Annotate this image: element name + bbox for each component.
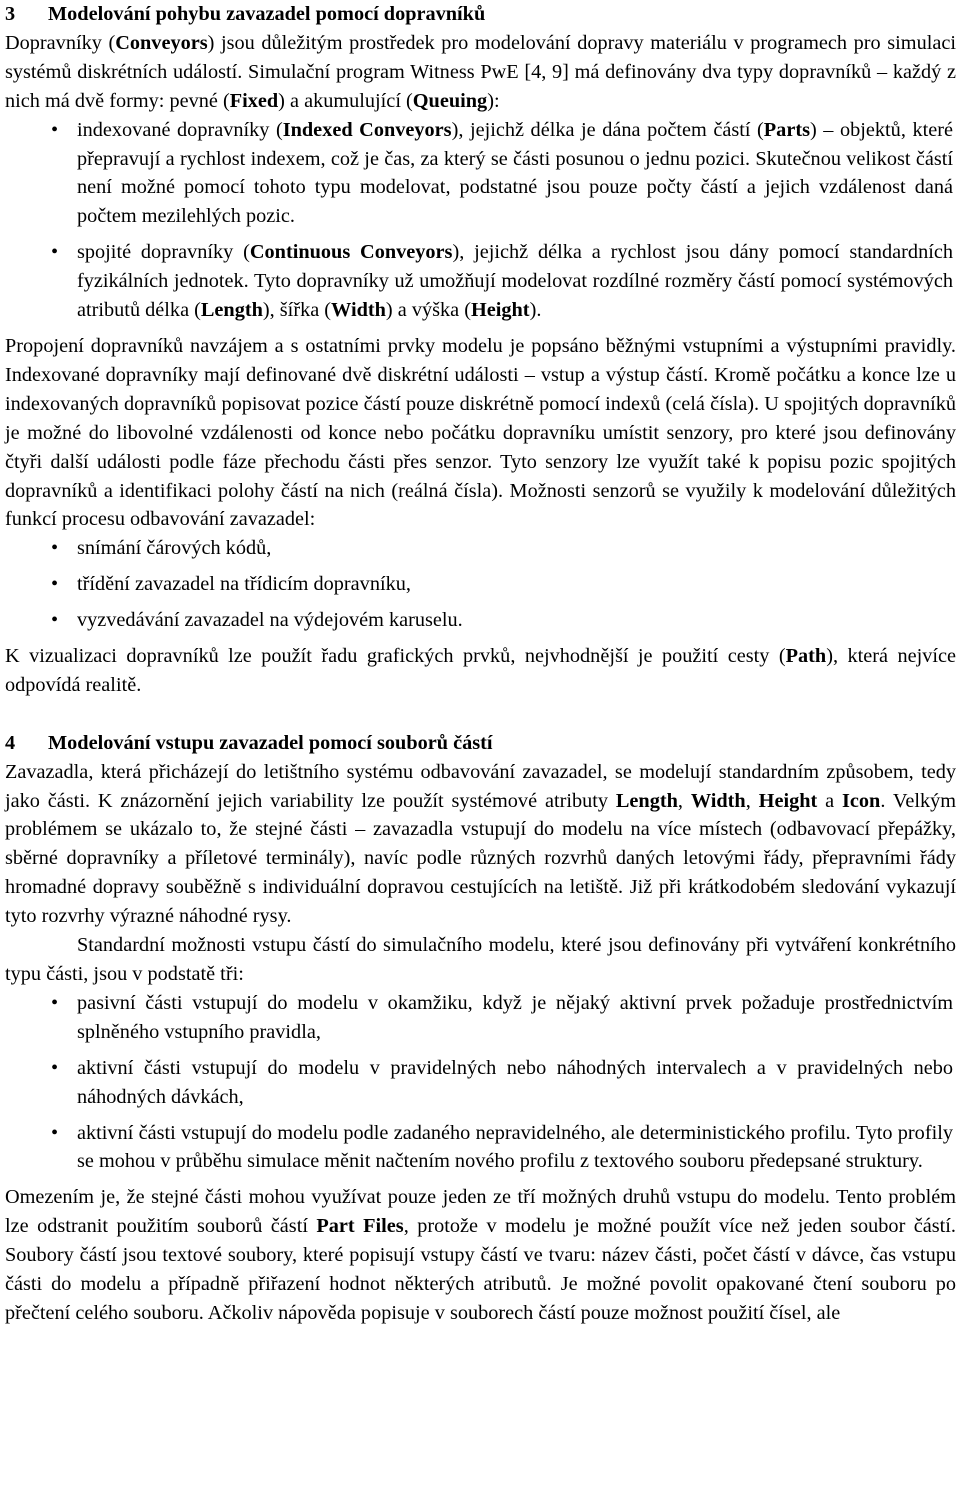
term-queuing: Queuing xyxy=(412,89,488,112)
text-run: a xyxy=(817,789,843,812)
text-run: ) a akumulující ( xyxy=(278,89,413,112)
conveyor-types-list xyxy=(5,116,956,325)
section-4-number: 4 xyxy=(5,731,16,754)
text-run: indexované dopravníky ( xyxy=(77,118,283,141)
term-height: Height xyxy=(470,299,530,322)
term-part-files: Part Files xyxy=(316,1215,404,1238)
list-item: • pasivní části vstupují do modelu v okamžiku, když je nějaký aktivní prvek požaduje prostřednictvím splněného vstupního pravidla, xyxy=(77,989,953,1047)
text-run: spojité dopravníky ( xyxy=(77,241,250,264)
text-run: ), jejichž délka a rychlost jsou dány pomocí standardních fyzikálních jednotek. Tyto dopravníky už umožňují modelovat rozdílné rozměry částí pomocí systémových atributů délka ( xyxy=(77,241,953,322)
text-run: K vizualizaci dopravníků lze použít řadu grafických prvků, nejvhodnější je použití cesty ( xyxy=(5,645,786,668)
section-3-paragraph-2: Propojení dopravníků navzájem a s ostatními prvky modelu je popsáno běžnými vstupními a výstupními pravidly. Indexované dopravníky mají definované dvě diskrétní události – vstup a výstup částí. Kromě počátku a konce lze u indexovaných dopravníků popisovat pozice částí pouze diskrétně pomocí indexů (celá čísla). U spojitých dopravníků je možné do libovolné vzdálenosti od konce nebo počátku dopravníku umístit senzory, pro které jsou definovány čtyři další události podle fáze přechodu části přes senzor. Tyto senzory lze využít také k popisu pozic spojitých dopravníků a identifikaci polohy částí na nich (reálná čísla). Možnosti senzorů se využily k modelování důležitých funkcí procesu odbavování zavazadel: xyxy=(5,334,956,531)
sensor-functions-list xyxy=(5,534,956,635)
text-run: ), která nejvíce odpovídá realitě. xyxy=(5,645,956,696)
section-4-paragraph-3 xyxy=(5,1183,956,1328)
list-item: • snímání čárových kódů, xyxy=(77,534,953,563)
term-conveyors: Conveyors xyxy=(115,31,208,54)
text-run: ). xyxy=(529,299,542,322)
section-4-heading xyxy=(5,729,956,758)
term-icon: Icon xyxy=(842,789,881,812)
text-run: ) a výška ( xyxy=(385,299,471,322)
term-width: Width xyxy=(690,789,746,812)
list-item: • vyzvedávání zavazadel na výdejovém karuselu. xyxy=(77,606,953,635)
text-run: , xyxy=(745,789,759,812)
text-run: ) – objektů, které přepravují a rychlost indexem, což je čas, za který se části posunou o jednu pozici. Skutečnou velikost částí není možné pomocí tohoto typu modelovat, podstatné jsou pouze počty částí a jejich vzdálenost daná počtem mezilehlých pozic. xyxy=(77,118,953,228)
text-run: Dopravníky ( xyxy=(5,31,116,54)
section-spacer xyxy=(5,700,956,729)
section-3-paragraph-1 xyxy=(5,29,956,116)
text-run: Omezením je, že stejné části mohou využívat pouze jeden ze tří možných druhů vstupu do modelu. Tento problém lze odstranit použitím souborů částí xyxy=(5,1186,956,1238)
section-3-title: Modelování pohybu zavazadel pomocí dopravníků xyxy=(48,3,486,25)
term-length: Length xyxy=(615,789,678,812)
text-run: Zavazadla, která přicházejí do letištního systému odbavování zavazadel, se modelují standardním způsobem, tedy jako části. K znázornění jejich variability lze použít systémové atributy xyxy=(5,760,956,812)
text-run: ): xyxy=(487,89,500,112)
section-3-paragraph-3 xyxy=(5,642,956,700)
section-3-heading xyxy=(5,0,956,29)
list-item-indexed-conveyors xyxy=(77,116,953,232)
term-path: Path xyxy=(785,645,827,668)
term-fixed: Fixed xyxy=(229,89,279,112)
section-4-title: Modelování vstupu zavazadel pomocí souborů částí xyxy=(48,731,493,754)
text-run: ), jejichž délka je dána počtem částí ( xyxy=(451,118,764,141)
list-item: • aktivní části vstupují do modelu podle zadaného nepravidelného, ale deterministického profilu. Tyto profily se mohou v průběhu simulace měnit načtením nového profilu z textového souboru předepsané struktury. xyxy=(77,1119,953,1177)
term-indexed-conveyors: Indexed Conveyors xyxy=(282,118,452,141)
list-item: • třídění zavazadel na třídicím dopravníku, xyxy=(77,570,953,599)
term-parts: Parts xyxy=(763,118,810,141)
term-width: Width xyxy=(331,299,386,322)
text-run: . Velkým problémem se ukázalo to, že stejné části – zavazadla vstupují do modelu na více místech (odbavovací přepážky, sběrné dopravníky a příletové terminály), navíc podle různých rozvrhů daných letovými řády, přepravními řády hromadné dopravy souběžně s individuální dopravou cestujících na letiště. Již při krátkodobém sledování vykazují tyto rozvrhy výrazné náhodné rysy. xyxy=(5,789,957,928)
term-continuous-conveyors: Continuous Conveyors xyxy=(249,241,453,264)
list-item: • aktivní části vstupují do modelu v pravidelných nebo náhodných intervalech a v pravidelných nebo náhodných dávkách, xyxy=(77,1054,953,1112)
term-length: Length xyxy=(200,299,263,322)
list-item-continuous-conveyors xyxy=(77,238,953,325)
section-3-number: 3 xyxy=(5,3,16,25)
text-run: , xyxy=(677,789,691,812)
text-run: ) jsou důležitým prostředek pro modelování dopravy materiálu v programech pro simulaci systémů diskrétních událostí. Simulační program Witness PwE [4, 9] má definovány dva typy dopravníků – každý z nich má dvě formy: pevné ( xyxy=(5,31,956,112)
section-4-paragraph-1 xyxy=(5,758,956,931)
section-4-paragraph-2: Standardní možnosti vstupu částí do simulačního modelu, které jsou definovány při vytváření konkrétního typu části, jsou v podstatě tři: xyxy=(5,934,956,985)
text-run: , protože v modelu je možné použít více než jeden soubor částí. Soubory částí jsou textové soubory, které popisují vstupy částí ve tvaru: název části, počet částí v dávce, čas vstupu části do modelu a případně přiřazení hodnot některých atributů. Je možné povolit opakované čtení souboru po přečtení celého souboru. Ačkoliv nápověda popisuje v souborech částí pouze možnost použití čísel, ale xyxy=(5,1215,956,1324)
input-options-list xyxy=(5,989,956,1176)
term-height: Height xyxy=(758,789,818,812)
text-run: ), šířka ( xyxy=(262,299,332,322)
